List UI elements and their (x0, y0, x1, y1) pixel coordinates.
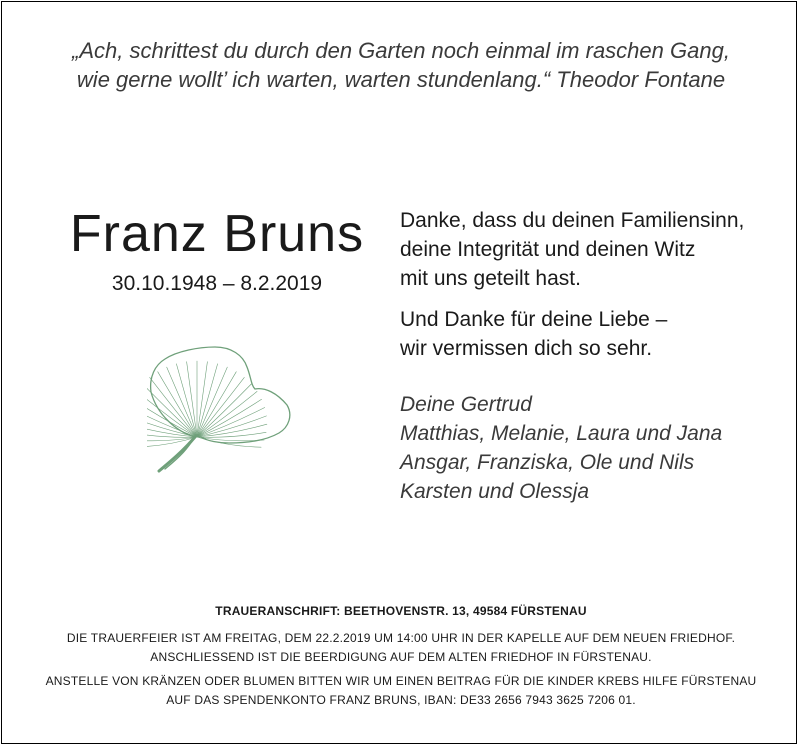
message-line: Danke, dass du deinen Familiensinn, (400, 209, 745, 232)
family-signatures (400, 390, 790, 506)
ceremony-info (2, 629, 800, 667)
ginkgo-leaf-icon (147, 337, 297, 477)
family-line: Ansgar, Franziska, Ole und Nils (400, 451, 695, 474)
donation-line: ANSTELLE VON KRÄNZEN ODER BLUMEN BITTEN WIR UM EINEN BEITRAG FÜR DIE KINDER KREBS HILFE FÜRSTENAU (45, 674, 757, 688)
message-paragraph-2 (400, 305, 790, 363)
message-line: wir vermissen dich so sehr. (400, 337, 653, 360)
ceremony-line: DIE TRAUERFEIER IST AM FREITAG, DEM 22.2.2019 UM 14:00 UHR IN DER KAPELLE AUF DEM NEUEN FRIEDHOF. (66, 631, 736, 645)
funeral-details (2, 602, 800, 715)
donation-line: AUF DAS SPENDENKONTO FRANZ BRUNS, IBAN: DE33 2656 7943 3625 7206 01. (166, 693, 636, 707)
message-line: mit uns geteilt hast. (400, 267, 581, 290)
family-line: Matthias, Melanie, Laura und Jana (400, 422, 723, 445)
life-dates: 30.10.1948 – 8.2.2019 (111, 272, 323, 295)
obituary-frame (1, 1, 797, 744)
fontane-quote (2, 36, 800, 94)
message-line: deine Integrität und deinen Witz (400, 238, 696, 261)
ceremony-line: ANSCHLIESSEND IST DIE BEERDIGUNG AUF DEM ALTEN FRIEDHOF IN FÜRSTENAU. (150, 650, 652, 664)
family-line: Karsten und Olessja (400, 480, 590, 503)
message-line: Und Danke für deine Liebe – (400, 308, 668, 331)
thank-you-message (400, 206, 790, 375)
deceased-name: Franz Bruns (69, 205, 365, 263)
mourning-address: TRAUERANSCHRIFT: BEETHOVENSTR. 13, 49584 FÜRSTENAU (215, 604, 587, 618)
message-paragraph-1 (400, 206, 790, 293)
family-line: Deine Gertrud (400, 393, 532, 416)
quote-line: wie gerne wollt’ ich warten, warten stundenlang.“ Theodor Fontane (76, 67, 726, 92)
donation-info (2, 672, 800, 710)
quote-line: „Ach, schrittest du durch den Garten noch einmal im raschen Gang, (72, 38, 730, 63)
